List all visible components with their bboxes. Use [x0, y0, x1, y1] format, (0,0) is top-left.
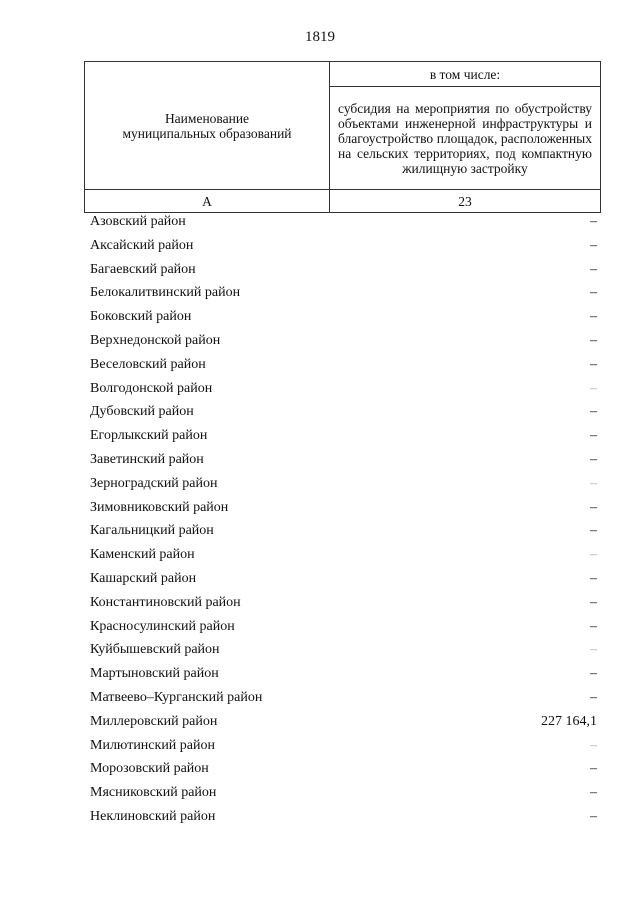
district-name: Белокалитвинский район [90, 285, 241, 301]
district-name: Волгодонской район [90, 380, 213, 396]
table-row [90, 307, 597, 327]
header-column-number: 23 [330, 190, 601, 213]
district-value: – [590, 666, 597, 682]
table-row [90, 498, 597, 518]
table-row [90, 640, 597, 660]
district-name: Дубовский район [90, 404, 194, 420]
table-row [90, 474, 597, 494]
table-row [90, 736, 597, 756]
district-value: – [590, 214, 597, 229]
district-value: – [590, 475, 597, 491]
table-row [90, 759, 597, 779]
table-row [90, 569, 597, 589]
table-row [90, 236, 597, 256]
table-row [90, 521, 597, 541]
district-value: – [590, 785, 597, 801]
table-row [90, 331, 597, 351]
district-value: – [590, 547, 597, 563]
district-value: – [590, 380, 597, 396]
district-value: – [590, 356, 597, 372]
table-row [90, 426, 597, 446]
header-including: в том числе: [330, 62, 601, 87]
district-value: – [590, 452, 597, 467]
table-row [90, 593, 597, 613]
district-value: – [590, 523, 597, 539]
table-row [90, 450, 597, 470]
table-row [90, 212, 597, 232]
district-value: – [590, 428, 597, 444]
district-value: – [590, 761, 597, 777]
district-name: Константиновский район [90, 594, 241, 610]
header-subsidy-description: субсидия на мероприятия по обустройству объектами инженерной инфраструктуры и благоустройство площадок, расположенных на сельских территориях, под компактную жилищную застройку [330, 87, 601, 190]
district-value: – [590, 690, 597, 705]
district-name: Каменский район [90, 547, 195, 563]
district-name: Миллеровский район [90, 713, 218, 729]
district-name: Мартыновский район [90, 666, 219, 682]
district-value: – [590, 333, 597, 348]
district-name: Аксайский район [90, 237, 194, 253]
district-name: Багаевский район [90, 261, 196, 277]
district-name: Егорлыкский район [90, 428, 208, 444]
table-row [90, 545, 597, 565]
district-value: – [590, 642, 597, 658]
table-row [90, 783, 597, 803]
district-value: – [590, 261, 597, 277]
table-row [90, 807, 597, 827]
table-row [90, 664, 597, 684]
district-name: Куйбышевский район [90, 642, 220, 658]
district-name: Заветинский район [90, 452, 204, 467]
district-value: – [590, 499, 597, 515]
table-row [90, 260, 597, 280]
district-name: Кагальницкий район [90, 523, 214, 539]
district-name: Морозовский район [90, 761, 209, 777]
district-name: Веселовский район [90, 356, 206, 372]
district-value: – [590, 309, 597, 325]
page-number: 1819 [305, 29, 335, 45]
district-name: Зерноградский район [90, 475, 218, 491]
district-name: Красносулинский район [90, 618, 235, 634]
district-name: Верхнедонской район [90, 333, 221, 348]
header-name-column [85, 62, 330, 190]
table-row [90, 688, 597, 708]
district-value: – [590, 404, 597, 420]
table-row [90, 712, 597, 732]
district-name: Мясниковский район [90, 785, 217, 801]
district-value: – [590, 809, 597, 824]
table-row [90, 283, 597, 303]
district-value: – [590, 571, 597, 586]
header-name-label: Наименование муниципальных образований [122, 110, 292, 141]
district-name: Азовский район [90, 214, 186, 229]
district-name: Милютинский район [90, 737, 216, 753]
district-value: – [590, 237, 597, 253]
district-name: Зимовниковский район [90, 499, 229, 515]
table-row [90, 402, 597, 422]
table-row [90, 617, 597, 637]
district-value: – [590, 737, 597, 753]
district-name: Боковский район [90, 309, 192, 325]
district-value: – [590, 618, 597, 634]
header-letter-a: А [85, 190, 330, 213]
district-name: Кашарский район [90, 571, 197, 586]
district-value: – [590, 285, 597, 301]
table-row [90, 379, 597, 399]
district-value: – [590, 594, 597, 610]
table-row [90, 355, 597, 375]
district-value: 227 164,1 [541, 713, 597, 729]
district-name: Матвеево–Курганский район [90, 690, 263, 705]
table-header [84, 61, 601, 213]
district-name: Неклиновский район [90, 809, 216, 824]
